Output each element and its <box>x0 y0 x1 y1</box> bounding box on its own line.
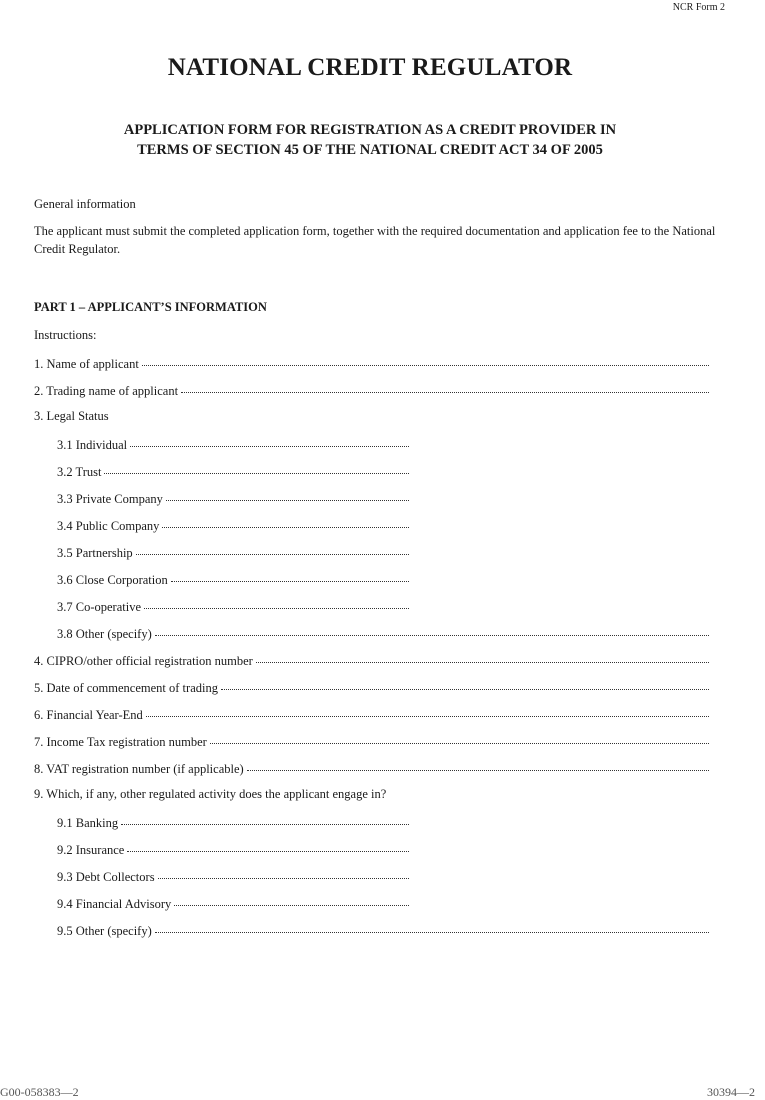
field-private-company[interactable] <box>57 490 409 508</box>
field-label: 3.5 Partnership <box>57 546 133 560</box>
general-info-body: The applicant must submit the completed application form, together with the required documentation and application fee to the National Credit Regulator. <box>34 224 716 256</box>
field-income-tax-number[interactable] <box>34 733 709 751</box>
field-label: 9.5 Other (specify) <box>57 924 152 938</box>
fill-in-line[interactable] <box>144 596 409 609</box>
field-individual[interactable] <box>57 436 409 454</box>
subtitle-line-1: APPLICATION FORM FOR REGISTRATION AS A CREDIT PROVIDER IN <box>123 122 617 138</box>
general-info-heading: General information <box>34 197 136 211</box>
field-debt-collectors[interactable] <box>57 868 409 886</box>
fill-in-line[interactable] <box>130 434 409 447</box>
field-legal-other[interactable] <box>57 625 709 643</box>
field-label: 9.2 Insurance <box>57 843 125 857</box>
fill-in-line[interactable] <box>121 812 409 825</box>
field-label: 3.1 Individual <box>57 438 128 452</box>
fill-in-line[interactable] <box>155 920 709 933</box>
field-label: 8. VAT registration number (if applicable) <box>34 762 244 776</box>
subtitle-line-2: TERMS OF SECTION 45 OF THE NATIONAL CREDIT ACT 34 OF 2005 <box>137 142 603 158</box>
field-label: 5. Date of commencement of trading <box>34 681 218 695</box>
fill-in-line[interactable] <box>127 839 409 852</box>
fill-in-line[interactable] <box>166 488 409 501</box>
field-partnership[interactable] <box>57 544 409 562</box>
footer-left-code: G00-058383—2 <box>0 1085 79 1099</box>
fill-in-line[interactable] <box>142 353 709 366</box>
field-label: 4. CIPRO/other official registration number <box>34 654 253 668</box>
fill-in-line[interactable] <box>256 650 709 663</box>
part1-heading: PART 1 – APPLICANT’S INFORMATION <box>34 300 267 314</box>
field-label: 3.6 Close Corporation <box>57 573 168 587</box>
field-activity-other[interactable] <box>57 922 709 940</box>
field-close-corporation[interactable] <box>57 571 409 589</box>
legal-status-label <box>34 409 709 427</box>
field-label: 3.4 Public Company <box>57 519 160 533</box>
footer-right-code: 30394—2 <box>707 1085 755 1099</box>
field-financial-year-end[interactable] <box>34 706 709 724</box>
fill-in-line[interactable] <box>171 569 409 582</box>
fill-in-line[interactable] <box>146 704 709 717</box>
field-co-operative[interactable] <box>57 598 409 616</box>
fill-in-line[interactable] <box>104 461 409 474</box>
field-insurance[interactable] <box>57 841 409 859</box>
field-label: 6. Financial Year-End <box>34 708 143 722</box>
field-label: 3. Legal Status <box>34 409 109 423</box>
field-label: 3.2 Trust <box>57 465 102 479</box>
field-public-company[interactable] <box>57 517 409 535</box>
field-label: 2. Trading name of applicant <box>34 384 179 398</box>
fill-in-line[interactable] <box>221 677 709 690</box>
regulated-activity-question <box>34 787 709 805</box>
field-label: 3.7 Co-operative <box>57 600 142 614</box>
field-trading-name[interactable] <box>34 382 709 400</box>
fill-in-line[interactable] <box>136 542 409 555</box>
fill-in-line[interactable] <box>181 380 709 393</box>
field-registration-number[interactable] <box>34 652 709 670</box>
fill-in-line[interactable] <box>247 758 709 771</box>
field-label: 3.8 Other (specify) <box>57 627 152 641</box>
fill-in-line[interactable] <box>162 515 409 528</box>
fill-in-line[interactable] <box>210 731 709 744</box>
field-trust[interactable] <box>57 463 409 481</box>
field-financial-advisory[interactable] <box>57 895 409 913</box>
field-label: 9.4 Financial Advisory <box>57 897 172 911</box>
field-label: 7. Income Tax registration number <box>34 735 207 749</box>
field-label: 9.3 Debt Collectors <box>57 870 155 884</box>
form-code: NCR Form 2 <box>672 2 725 13</box>
field-vat-number[interactable] <box>34 760 709 778</box>
fill-in-line[interactable] <box>158 866 409 879</box>
field-name-of-applicant[interactable] <box>34 355 709 373</box>
fill-in-line[interactable] <box>174 893 409 906</box>
field-label: 9.1 Banking <box>57 816 119 830</box>
field-banking[interactable] <box>57 814 409 832</box>
fill-in-line[interactable] <box>155 623 709 636</box>
field-label: 3.3 Private Company <box>57 492 163 506</box>
page-title: NATIONAL CREDIT REGULATOR <box>167 54 573 81</box>
field-label: 1. Name of applicant <box>34 357 139 371</box>
field-label: 9. Which, if any, other regulated activity does the applicant engage in? <box>34 787 387 801</box>
field-commencement-date[interactable] <box>34 679 709 697</box>
instructions-label: Instructions: <box>34 328 97 342</box>
